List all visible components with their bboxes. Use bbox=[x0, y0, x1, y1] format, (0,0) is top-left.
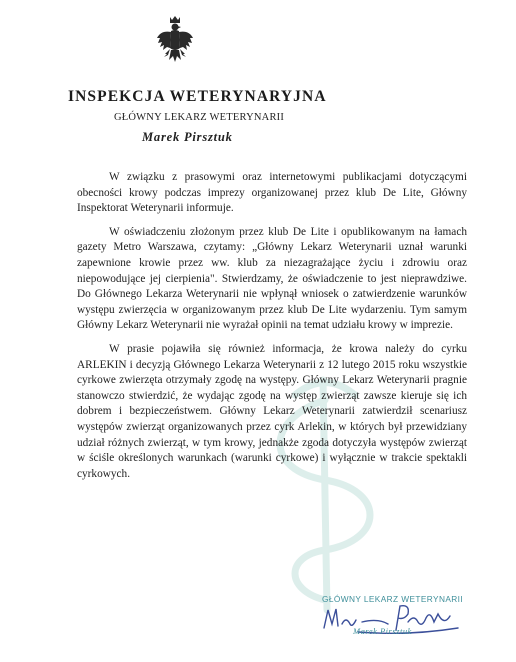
stamp-name: Marek Pirsztuk bbox=[353, 626, 412, 636]
official-title: GŁÓWNY LEKARZ WETERYNARII bbox=[114, 112, 285, 123]
official-name: Marek Pirsztuk bbox=[142, 130, 233, 144]
polish-eagle-icon bbox=[155, 14, 195, 76]
paragraph-1: W związku z prasowymi oraz internetowymi publikacjami dotyczącymi obecności krowy podczas imprezy organizowanej przez klub De Lite, Główny Inspektorat Weterynarii informuje. bbox=[77, 171, 467, 215]
stamp-title: GŁÓWNY LEKARZ WETERYNARII bbox=[322, 594, 464, 604]
organization-name: INSPEKCJA WETERYNARYJNA bbox=[68, 88, 327, 105]
paragraph-3: W prasie pojawiła się również informacja, że krowa należy do cyrku ARLEKIN i decyzją Głównego Lekarza Weterynarii z 12 lutego 2015 roku wszystkie cyrkowe zwierzęta otrzymały zgodę na występy. Główny Lekarz Weterynarii pragnie stanowczo stwierdzić, że wydając zgodę na występ zwierząt zawsze kieruje się ich dobrem i bezpieczeństwem. Główny Lekarz Weterynarii zatwierdził scenariusz występów zwierząt organizowanych przez cyrk Arlekin, w których był przewidziany udział różnych zwierząt, w tym krowy, jednakże zgoda dotyczyła występów zwierząt w ściśle określonych warunkach (warunki cyrkowe) i wyłącznie w trakcie spektakli cyrkowych. bbox=[77, 342, 467, 480]
letter-body bbox=[77, 170, 467, 490]
paragraph-2: W oświadczeniu złożonym przez klub De Lite i opublikowanym na łamach gazety Metro Warszawa, czytamy: „Główny Lekarz Weterynarii uznał warunki zapewnione krowie przez ww. klub za niezagrażające życiu i zdrowiu oraz niepowodujące jej cierpienia". Stwierdzamy, że oświadczenie to jest nieprawdziwe. Do Głównego Lekarza Weterynarii nie wpłynął wniosek o zatwierdzenie warunków występu zwierzęcia w organizowanym przez klub De Lite wydarzeniu. Tym samym Główny Lekarz Weterynarii nie wyrażał opinii na temat udziału krowy w imprezie. bbox=[77, 225, 467, 332]
